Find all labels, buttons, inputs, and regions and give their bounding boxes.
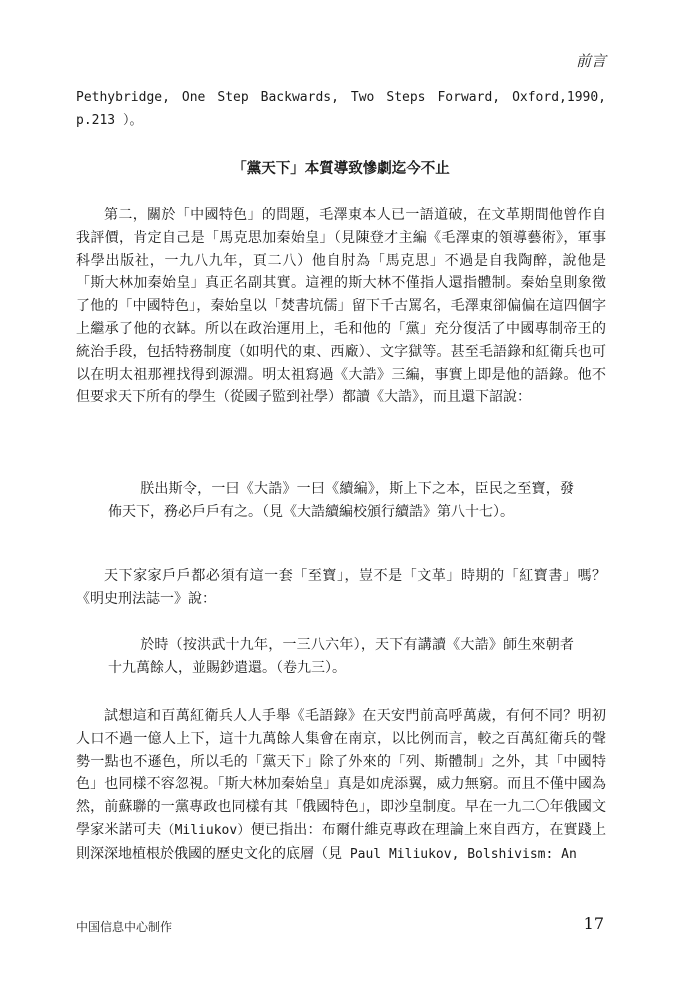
section-title: 「黨天下」本質導致慘劇迄今不止	[232, 161, 450, 177]
paragraph-3-part-2: 便已指出：布爾什維克專政在理論上來自西方，在實踐上則深深地植根於俄國的歷史文化的底層（見	[76, 821, 607, 862]
footer-source: 中国信息中心制作	[76, 920, 173, 934]
running-head: 前言	[575, 52, 606, 70]
paragraph-2	[76, 565, 606, 611]
block-quote-2	[108, 634, 574, 680]
paragraph-3-latin-1: （Miliukov）	[161, 822, 251, 838]
paragraph-1	[76, 204, 606, 409]
paragraph-1-text: 第二，關於「中國特色」的問題，毛澤東本人已一語道破，在文革期間他曾作自我評價，肯定自己是「馬克思加秦始皇」（見陳登才主編《毛澤東的領導藝術》，軍事科學出版社，一九八九年，頁二八）他自肘為「馬克思」不過是自我陶醉，說他是「斯大林加秦始皇」真正名副其實。這裡的斯大林不僅指人還指體制。秦始皇則象徵了他的「中國特色」，秦始皇以「焚書坑儒」留下千古罵名，毛澤東卻偏偏在這四個字上繼承了他的衣缽。所以在政治運用上，毛和他的「黨」充分復活了中國專制帝王的統治手段，包括特務制度（如明代的東、西廠）、文字獄等。甚至毛語錄和紅衛兵也可以在明太祖那裡找得到源淵。明太祖寫過《大誥》三編，事實上即是他的語錄。他不但要求天下所有的學生（從國子監到社學）都讀《大誥》，而且還下詔說：	[76, 207, 606, 406]
citation-line-2: p.213 ）。	[76, 113, 143, 128]
paragraph-2-text: 天下家家戶戶都必須有這一套「至寶」，豈不是「文革」時期的「紅寶書」嗎？《明史刑法誌一》說：	[76, 568, 606, 607]
citation-continuation	[76, 86, 606, 132]
block-quote-1	[108, 478, 574, 524]
paragraph-3	[76, 705, 606, 867]
paragraph-3-latin-2: Paul Miliukov, Bolshivism: An	[342, 846, 577, 862]
paragraph-3-part-1: 試想這和百萬紅衛兵人人手舉《毛語錄》在天安門前高呼萬歲，有何不同？明初人口不過一億人上下，這十九萬餘人集會在南京，以比例而言，較之百萬紅衛兵的聲勢一點也不遜色，所以毛的「黨天下」除了外來的「列、斯體制」之外，其「中國特色」也同樣不容忽視。「斯大林加秦始皇」真是如虎添翼，威力無窮。而且不僅中國為然，前蘇聯的一黨專政也同樣有其「俄國特色」，即沙皇制度。早在一九二〇年俄國文學家米諾可夫	[76, 708, 606, 838]
page-number: 17	[583, 914, 604, 933]
paragraph-3-text	[76, 705, 606, 867]
block-quote-2-text: 於時（按洪武十九年，一三八六年），天下有講讀《大誥》師生來朝者十九萬餘人，並賜鈔遣還。（卷九三）。	[108, 637, 574, 676]
citation-line-1: Pethybridge, One Step Backwards, Two Steps Forward, Oxford,1990,	[76, 90, 606, 105]
block-quote-1-text: 朕出斯令，一曰《大誥》一曰《續編》，斯上下之本，臣民之至寶，發佈天下，務必戶戶有之。（見《大誥續編校頒行續誥》第八十七）。	[108, 481, 574, 520]
